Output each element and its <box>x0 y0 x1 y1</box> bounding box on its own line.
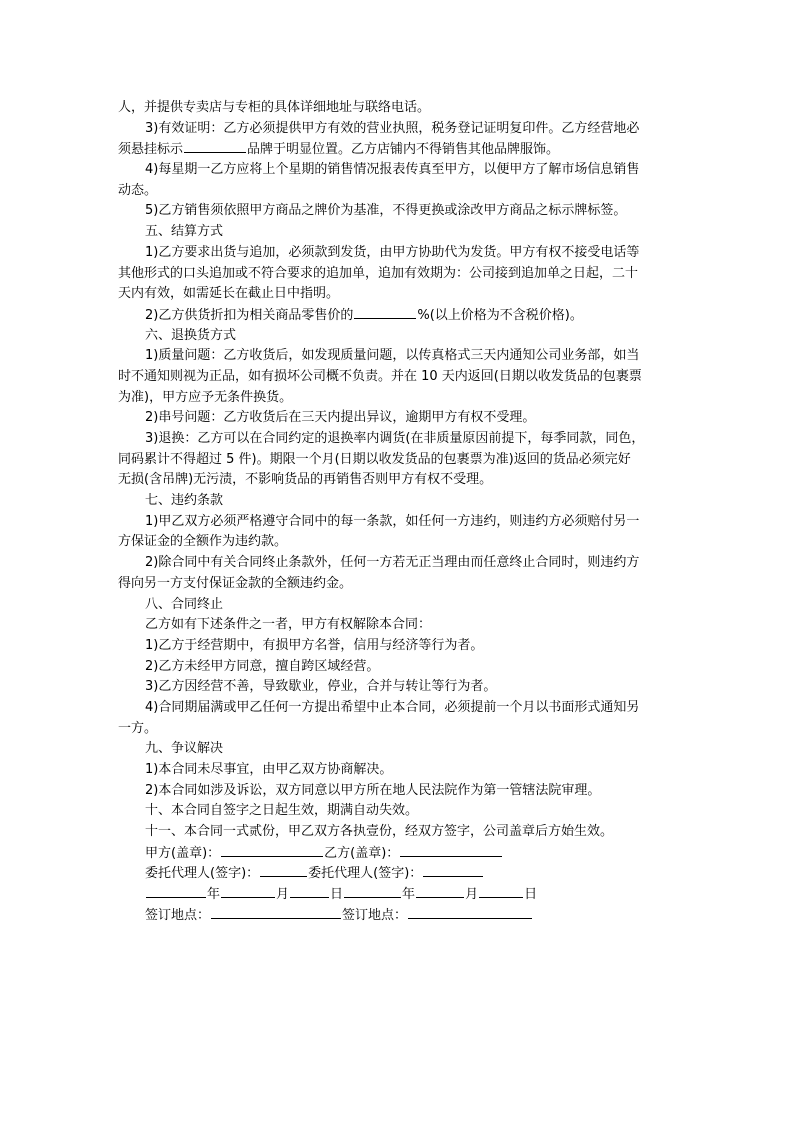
section-heading-dispute: 九、争议解决 <box>145 741 224 757</box>
year-a-blank[interactable] <box>146 884 206 898</box>
clause-dispute-1: 1)本合同未尽事宜，由甲乙双方协商解决。 <box>145 762 393 777</box>
discount-blank <box>354 305 416 319</box>
text-line: 为准)，甲方应予无条件换货。 <box>118 389 293 405</box>
clause-settlement-1: 1)乙方要求出货与追加，必须款到发货，由甲方协助代为发货。甲方有权不接受电话等 <box>145 244 640 260</box>
section-heading-returns: 六、退换货方式 <box>145 327 237 343</box>
text-line: 时不通知则视为正品，如有损坏公司概不负责。并在 10 天内返回(日期以收发货品的包裹票 <box>118 368 642 384</box>
contract-body <box>118 98 678 926</box>
clause-returns-2: 2)串号问题：乙方收货后在三天内提出异议，逾期甲方有权不受理。 <box>145 410 536 426</box>
text-line: 动态。 <box>118 182 158 198</box>
text-line: 无损(含吊牌)无污渍，不影响货品的再销售否则甲方有权不受理。 <box>118 472 493 488</box>
agent-b-blank[interactable] <box>423 863 483 877</box>
section-copies: 十一、本合同一式贰份，甲乙双方各执壹份，经双方签字，公司盖章后方始生效。 <box>145 824 614 840</box>
party-a-seal-blank[interactable] <box>221 843 323 857</box>
clause-termination-3: 3)乙方因经营不善，导致歇业，停业，合并与转让等行为者。 <box>145 679 497 695</box>
signature-place-line: 签订地点： 签订地点： <box>118 905 678 926</box>
section-heading-settlement: 五、结算方式 <box>145 224 224 240</box>
section-heading-breach: 七、违约条款 <box>145 493 224 509</box>
signature-seal-line: 甲方(盖章)： 乙方(盖章)： <box>118 843 678 864</box>
clause-breach-2: 2)除合同中有关合同终止条款外，任何一方若无正当理由而任意终止合同时，则违约方 <box>145 555 640 571</box>
clause-termination-1: 1)乙方于经营期中，有损甲方名誉，信用与经济等行为者。 <box>145 637 484 653</box>
brand-blank <box>184 139 246 153</box>
text-line: 其他形式的口头追加或不符合要求的追加单，追加有效期为：公司接到追加单之日起，二十 <box>118 265 639 281</box>
signature-date-line: 年 月 日 年 月 日 <box>118 884 678 905</box>
clause-dispute-2: 2)本合同如涉及诉讼，双方同意以甲方所在地人民法院作为第一管辖法院审理。 <box>145 782 601 798</box>
text-line: 须悬挂标示 品牌于明显位置。乙方店铺内不得销售其他品牌服饰。 <box>118 139 678 160</box>
section-heading-termination: 八、合同终止 <box>145 596 224 612</box>
signature-agent-line: 委托代理人(签字)： 委托代理人(签字)： <box>118 863 678 884</box>
clause-returns-3: 3)退换：乙方可以在合同约定的退换率内调货(在非质量原因前提下，每季同款，同色， <box>145 431 645 446</box>
clause-termination-intro: 乙方如有下述条件之一者，甲方有权解除本合同： <box>145 617 432 633</box>
clause-termination-2: 2)乙方未经甲方同意，擅自跨区域经营。 <box>145 658 380 674</box>
text-line: 一方。 <box>118 720 158 736</box>
text-line: 天内有效，如需延长在截止日中指明。 <box>118 286 340 302</box>
clause-breach-1: 1)甲乙双方必须严格遵守合同中的每一条款，如任何一方违约，则违约方必须赔付另一 <box>145 513 640 529</box>
party-b-seal-blank[interactable] <box>400 843 502 857</box>
clause-4-weekly-report: 4)每星期一乙方应将上个星期的销售情况报表传真至甲方，以便甲方了解市场信息销售 <box>145 162 640 178</box>
text-line: 人，并提供专卖店与专柜的具体详细地址与联络电话。 <box>118 100 431 115</box>
text-line: 方保证金的全额作为违约款。 <box>118 534 288 550</box>
month-a-blank[interactable] <box>221 884 275 898</box>
year-b-blank[interactable] <box>344 884 401 898</box>
text-line: 同码累计不得超过 5 件)。期限一个月(日期以收发货品的包裹票为准)返回的货品必须完好 <box>118 451 631 467</box>
day-a-blank[interactable] <box>290 884 329 898</box>
clause-3-valid-proof: 3)有效证明：乙方必须提供甲方有效的营业执照，税务登记证明复印件。乙方经营地必 <box>145 120 640 136</box>
day-b-blank[interactable] <box>479 884 523 898</box>
place-a-blank[interactable] <box>211 905 341 919</box>
clause-returns-1: 1)质量问题：乙方收货后，如发现质量问题，以传真格式三天内通知公司业务部，如当 <box>145 348 640 364</box>
clause-5-pricing: 5)乙方销售须依照甲方商品之牌价为基准，不得更换或涂改甲方商品之标示牌标签。 <box>145 203 627 219</box>
month-b-blank[interactable] <box>416 884 464 898</box>
place-b-blank[interactable] <box>408 905 532 919</box>
clause-settlement-2: 2)乙方供货折扣为相关商品零售价的 %(以上价格为不含税价格)。 <box>118 305 678 326</box>
clause-termination-4: 4)合同期届满或甲乙任何一方提出希望中止本合同，必须提前一个月以书面形式通知另 <box>145 699 640 715</box>
agent-a-blank[interactable] <box>260 863 307 877</box>
section-effective: 十、本合同自签字之日起生效，期满自动失效。 <box>145 803 419 819</box>
text-line: 得向另一方支付保证金款的全额违约金。 <box>118 575 353 591</box>
